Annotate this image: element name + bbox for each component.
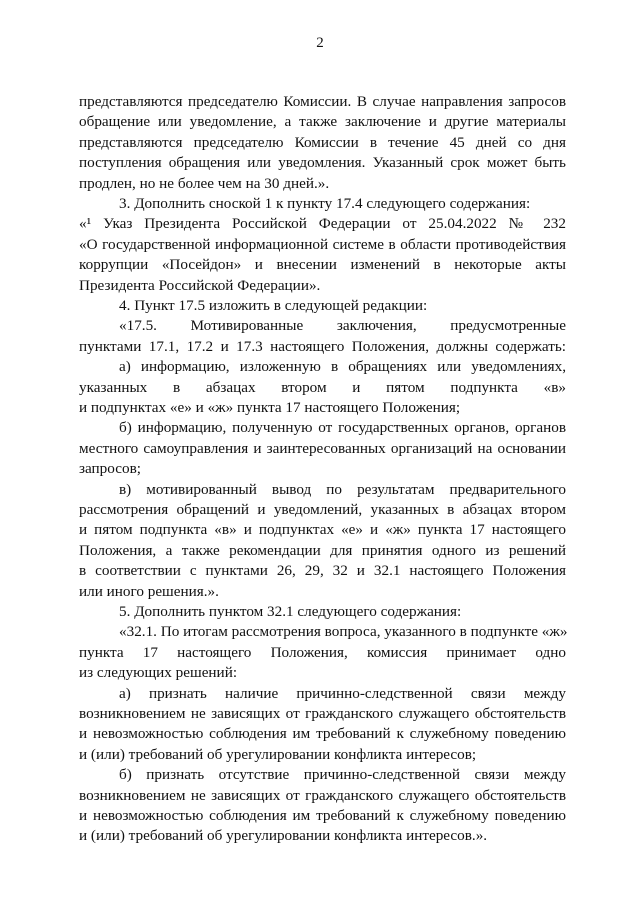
text-line: Положения, а также рекомендации для принятия одного из решений (79, 541, 566, 559)
text-line: и невозможностью соблюдения им требований к служебному поведению (79, 807, 566, 824)
text-line: или иного решения.». (79, 582, 219, 600)
text-line: «¹ Указ Президента Российской Федерации от 25.04.2022 № 232 (79, 215, 566, 233)
text-line: представляются председателю Комиссии в течение 45 дней со дня (79, 133, 566, 151)
text-line: пунктами 17.1, 17.2 и 17.3 настоящего Положения, должны содержать: (79, 337, 566, 355)
text-line: 4. Пункт 17.5 изложить в следующей редакции: (119, 297, 428, 314)
text-line: а) информацию, изложенную в обращениях или уведомлениях, (119, 358, 566, 376)
text-line: пункта 17 настоящего Положения, комиссия принимает одно (79, 643, 566, 661)
text-line: коррупции «Посейдон» и внесении изменений в некоторые акты (79, 256, 566, 274)
text-line: 3. Дополнить сноской 1 к пункту 17.4 следующего содержания: (119, 195, 531, 212)
text-line: запросов; (79, 460, 141, 478)
text-line: возникновением не зависящих от гражданского служащего обстоятельств (79, 705, 566, 722)
text-line: и (или) требований об урегулировании конфликта интересов.». (79, 827, 488, 845)
page-number: 2 (316, 35, 324, 51)
text-line: рассмотрения обращений и уведомлений, указанных в абзацах втором (79, 501, 566, 518)
text-line: местного самоуправления и заинтересованных организаций на основании (79, 439, 566, 457)
text-line: и (или) требований об урегулировании конфликта интересов; (79, 745, 477, 763)
text-line: б) информацию, полученную от государственных органов, органов (119, 419, 566, 437)
text-line: из следующих решений: (79, 664, 238, 682)
text-line: «О государственной информационной системе в области противодействия (79, 235, 566, 253)
text-line: поступления обращения или уведомления. Указанный срок может быть (79, 154, 566, 172)
text-line: Президента Российской Федерации». (79, 276, 321, 294)
text-line: указанных в абзацах втором и пятом подпункта «в» (79, 378, 566, 396)
text-line: «17.5. Мотивированные заключения, предусмотренные (119, 317, 566, 335)
text-line: б) признать отсутствие причинно-следственной связи между (119, 766, 566, 784)
text-line: и невозможностью соблюдения им требований к служебному поведению (79, 725, 566, 743)
text-line: «32.1. По итогам рассмотрения вопроса, указанного в подпункте «ж» (119, 623, 568, 641)
text-line: и пятом подпункта «в» и подпунктах «е» и «ж» пункта 17 настоящего (79, 521, 566, 539)
text-line: продлен, но не более чем на 30 дней.». (79, 174, 330, 192)
text-line: а) признать наличие причинно-следственной связи между (119, 684, 566, 702)
text-line: представляются председателю Комиссии. В случае направления запросов (79, 93, 566, 110)
text-line: возникновением не зависящих от гражданского служащего обстоятельств (79, 786, 566, 804)
text-line: 5. Дополнить пунктом 32.1 следующего содержания: (119, 603, 462, 620)
text-line: в) мотивированный вывод по результатам предварительного (119, 480, 566, 498)
text-line: и подпунктах «е» и «ж» пункта 17 настоящего Положения; (79, 399, 461, 416)
text-line: в соответствии с пунктами 26, 29, 32 и 32.1 настоящего Положения (79, 562, 566, 580)
text-line: обращение или уведомление, а также заключение и другие материалы (79, 113, 566, 131)
